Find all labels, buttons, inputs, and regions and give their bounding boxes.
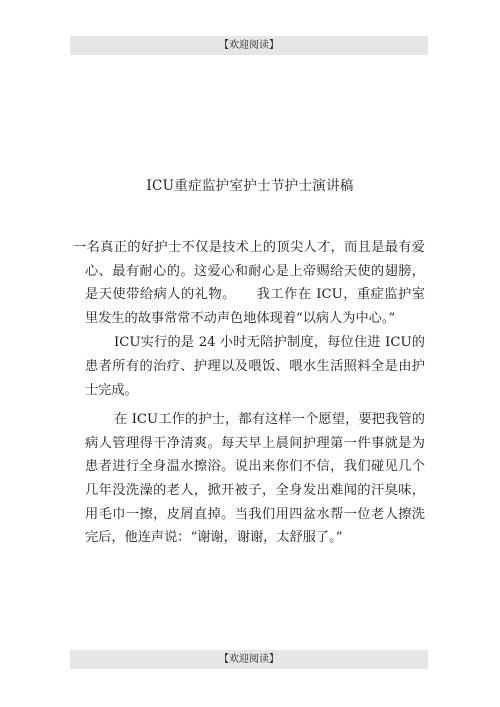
document-title: ICU重症监护室护士节护士演讲稿 xyxy=(146,178,354,194)
paragraph-1: 一名真正的好护士不仅是技术上的顶尖人才，而且是最有爱心、最有耐心的。这爱心和耐心是上帝赐给天使的翅膀，是天使带给病人的礼物。 我工作在 ICU，重症监护室里发生的故事常常不动声色地体现着“以病人为中心。” xyxy=(73,240,425,326)
document-body xyxy=(73,236,425,550)
header-banner: 【欢迎阅读】 xyxy=(70,36,428,55)
paragraph-3: 在 ICU工作的护士，都有这样一个愿望，要把我管的病人管理得干净清爽。每天早上晨间护理第一件事就是为患者进行全身温水擦浴。说出来你们不信，我们碰见几个几年没洗澡的老人，掀开被子，全身发出难闻的汗臭味，用毛巾一擦，皮屑直掉。当我们用四盆水帮一位老人擦洗完后，他连声说：“谢谢，谢谢，太舒服了。” xyxy=(85,412,425,546)
paragraph-2: ICU实行的是 24 小时无陪护制度，每位住进 ICU的患者所有的治疗、护理以及喂饭、喂水生活照料全是由护士完成。 xyxy=(85,335,425,398)
footer-banner: 【欢迎阅读】 xyxy=(70,650,428,669)
